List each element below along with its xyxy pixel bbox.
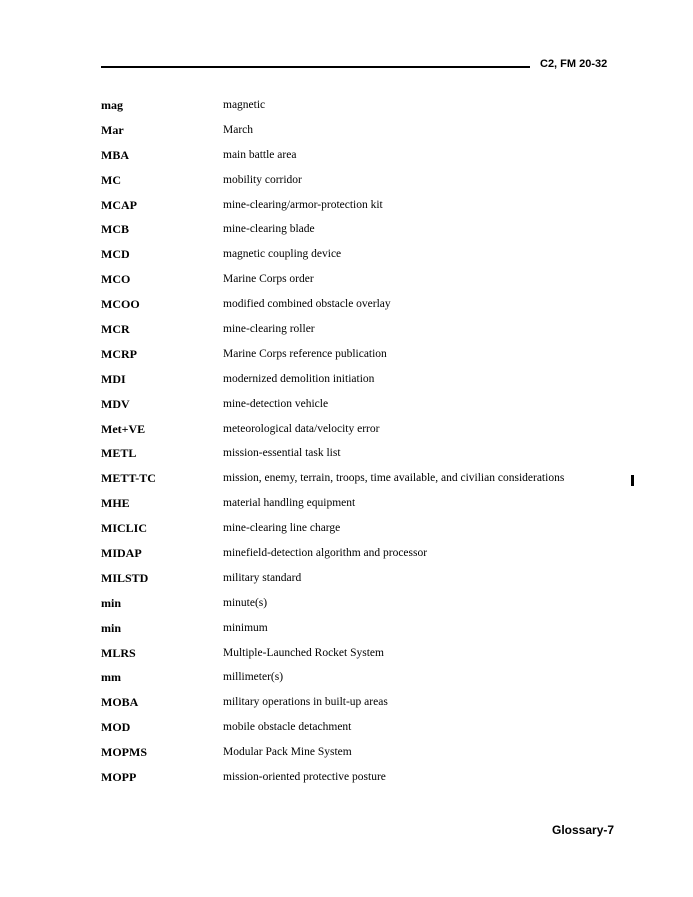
glossary-entry [101, 566, 621, 591]
glossary-term: METL [101, 446, 137, 461]
glossary-term: MICLIC [101, 521, 148, 536]
glossary-entry [101, 516, 621, 541]
glossary-term: MCAP [101, 197, 137, 212]
glossary-term: MCD [101, 247, 130, 262]
glossary-term: MBA [101, 147, 129, 162]
glossary-entry [101, 392, 621, 417]
glossary-definition: Multiple-Launched Rocket System [223, 646, 384, 659]
glossary-definition: magnetic coupling device [223, 248, 342, 261]
glossary-list [101, 93, 621, 790]
glossary-entry [101, 342, 621, 367]
glossary-entry [101, 441, 621, 466]
glossary-entry [101, 616, 621, 641]
glossary-definition: minefield-detection algorithm and processor [223, 547, 428, 560]
glossary-term: MIDAP [101, 546, 142, 561]
glossary-term: min [101, 595, 122, 610]
glossary-entry [101, 491, 621, 516]
footer-page-number: Glossary-7 [552, 823, 615, 837]
glossary-entry [101, 690, 621, 715]
glossary-definition: military operations in built-up areas [223, 696, 388, 709]
glossary-entry [101, 765, 621, 790]
glossary-definition: military standard [223, 571, 302, 584]
glossary-definition: minute(s) [223, 596, 268, 609]
glossary-definition: Modular Pack Mine System [223, 746, 352, 759]
glossary-definition: mission-oriented protective posture [223, 771, 386, 784]
glossary-entry [101, 367, 621, 392]
glossary-term: MCRP [101, 346, 137, 361]
glossary-term: Met+VE [101, 421, 146, 436]
glossary-definition: mine-detection vehicle [223, 397, 329, 410]
glossary-definition: meteorological data/velocity error [223, 422, 380, 435]
glossary-entry [101, 417, 621, 442]
glossary-definition: Marine Corps reference publication [223, 347, 387, 360]
glossary-definition: mobility corridor [223, 173, 302, 186]
change-bar [631, 475, 634, 486]
glossary-entry [101, 591, 621, 616]
glossary-term: Mar [101, 122, 124, 137]
glossary-term: MOBA [101, 695, 139, 710]
glossary-entry [101, 466, 621, 491]
glossary-definition: Marine Corps order [223, 273, 314, 286]
glossary-entry [101, 541, 621, 566]
glossary-term: MCOO [101, 297, 140, 312]
glossary-entry [101, 317, 621, 342]
glossary-definition: mine-clearing blade [223, 223, 315, 236]
glossary-entry [101, 217, 621, 242]
glossary-definition: main battle area [223, 148, 297, 161]
glossary-term: MDI [101, 371, 126, 386]
glossary-definition: mine-clearing/armor-protection kit [223, 198, 383, 211]
glossary-term: MILSTD [101, 570, 149, 585]
glossary-term: MCO [101, 272, 131, 287]
glossary-term: MHE [101, 496, 130, 511]
glossary-term: MCR [101, 322, 130, 337]
glossary-definition: mine-clearing roller [223, 323, 315, 336]
glossary-entry [101, 292, 621, 317]
glossary-term: MCB [101, 222, 129, 237]
glossary-definition: modernized demolition initiation [223, 372, 375, 385]
glossary-term: MC [101, 172, 121, 187]
glossary-entry [101, 143, 621, 168]
glossary-entry [101, 715, 621, 740]
glossary-term: METT-TC [101, 471, 156, 486]
glossary-definition: mission-essential task list [223, 447, 341, 460]
glossary-entry [101, 193, 621, 218]
glossary-entry [101, 242, 621, 267]
glossary-entry [101, 740, 621, 765]
glossary-definition: mine-clearing line charge [223, 522, 341, 535]
glossary-entry [101, 641, 621, 666]
glossary-term: MOPMS [101, 745, 147, 760]
glossary-definition: modified combined obstacle overlay [223, 298, 391, 311]
glossary-definition: March [223, 123, 254, 136]
glossary-definition: magnetic [223, 99, 266, 111]
glossary-entry [101, 93, 621, 118]
glossary-term: MDV [101, 396, 130, 411]
glossary-definition: mission, enemy, terrain, troops, time available, and civilian considerations [223, 472, 565, 485]
glossary-term: MOPP [101, 770, 137, 785]
glossary-term: mag [101, 98, 123, 112]
glossary-term: mm [101, 670, 121, 685]
glossary-entry [101, 118, 621, 143]
glossary-definition: millimeter(s) [223, 671, 284, 684]
glossary-entry [101, 665, 621, 690]
glossary-entry [101, 267, 621, 292]
glossary-entry [101, 168, 621, 193]
glossary-definition: material handling equipment [223, 497, 356, 510]
glossary-term: min [101, 620, 122, 635]
glossary-definition: mobile obstacle detachment [223, 721, 352, 734]
header-rule [101, 66, 530, 68]
glossary-term: MOD [101, 720, 131, 735]
glossary-definition: minimum [223, 621, 268, 634]
header-document-id: C2, FM 20-32 [540, 58, 608, 70]
glossary-term: MLRS [101, 645, 136, 660]
